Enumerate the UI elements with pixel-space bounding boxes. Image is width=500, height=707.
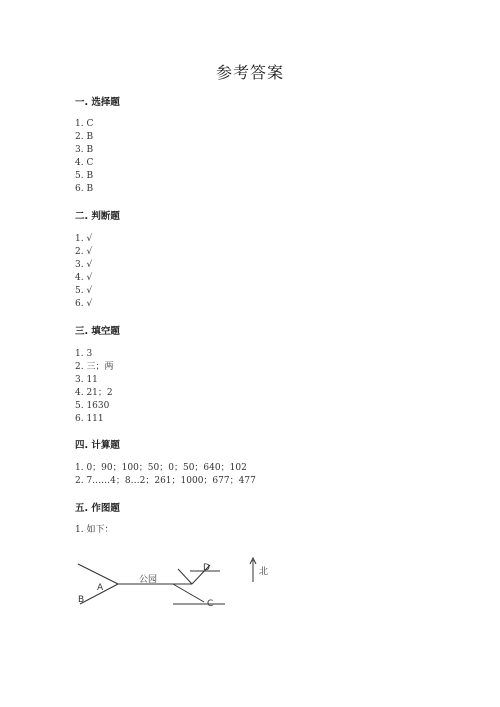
section-heading-judgment: 二. 判断题 — [75, 211, 120, 222]
label-d: D — [203, 563, 210, 573]
answer-line: 4. C — [75, 158, 94, 168]
map-drawing — [70, 552, 290, 612]
label-b: B — [78, 595, 85, 605]
road-line — [178, 569, 192, 584]
answer-line: 3. √ — [75, 260, 93, 270]
answer-line: 2. 7……4；8…2；261；1000；677；477 — [75, 476, 256, 486]
section-heading-fill-in: 三. 填空题 — [75, 326, 120, 337]
answer-line: 3. 11 — [75, 375, 98, 385]
answer-line: 1. 0；90；100；50；0；50；640；102 — [75, 463, 247, 473]
answer-line: 6. 111 — [75, 414, 104, 424]
answer-line: 5. 1630 — [75, 401, 110, 411]
answer-line: 2. 三；两 — [75, 362, 114, 372]
section-heading-calculation: 四. 计算题 — [75, 440, 120, 451]
answer-line: 6. B — [75, 184, 94, 194]
answer-line: 4. 21；2 — [75, 388, 113, 398]
answer-line: 1. √ — [75, 234, 93, 244]
answer-line: 5. B — [75, 171, 94, 181]
answer-line: 1. C — [75, 119, 94, 129]
answer-line: 3. B — [75, 145, 94, 155]
section-heading-drawing: 五. 作图题 — [75, 503, 120, 514]
label-park: 公园 — [139, 575, 158, 585]
page-title: 参考答案 — [215, 63, 284, 82]
answer-line: 4. √ — [75, 273, 93, 283]
label-north: 北 — [259, 567, 269, 577]
answer-line: 1. 3 — [75, 349, 93, 359]
answer-line: 1. 如下： — [75, 525, 114, 535]
answer-line: 2. B — [75, 132, 94, 142]
answer-line: 2. √ — [75, 247, 93, 257]
answer-figure — [70, 552, 290, 612]
answer-line: 6. √ — [75, 299, 93, 309]
section-heading-choice: 一. 选择题 — [75, 97, 120, 108]
answer-line: 5. √ — [75, 286, 93, 296]
road-line — [78, 564, 118, 584]
label-a: A — [97, 583, 104, 593]
road-line — [173, 584, 204, 602]
label-c: C — [207, 599, 214, 609]
